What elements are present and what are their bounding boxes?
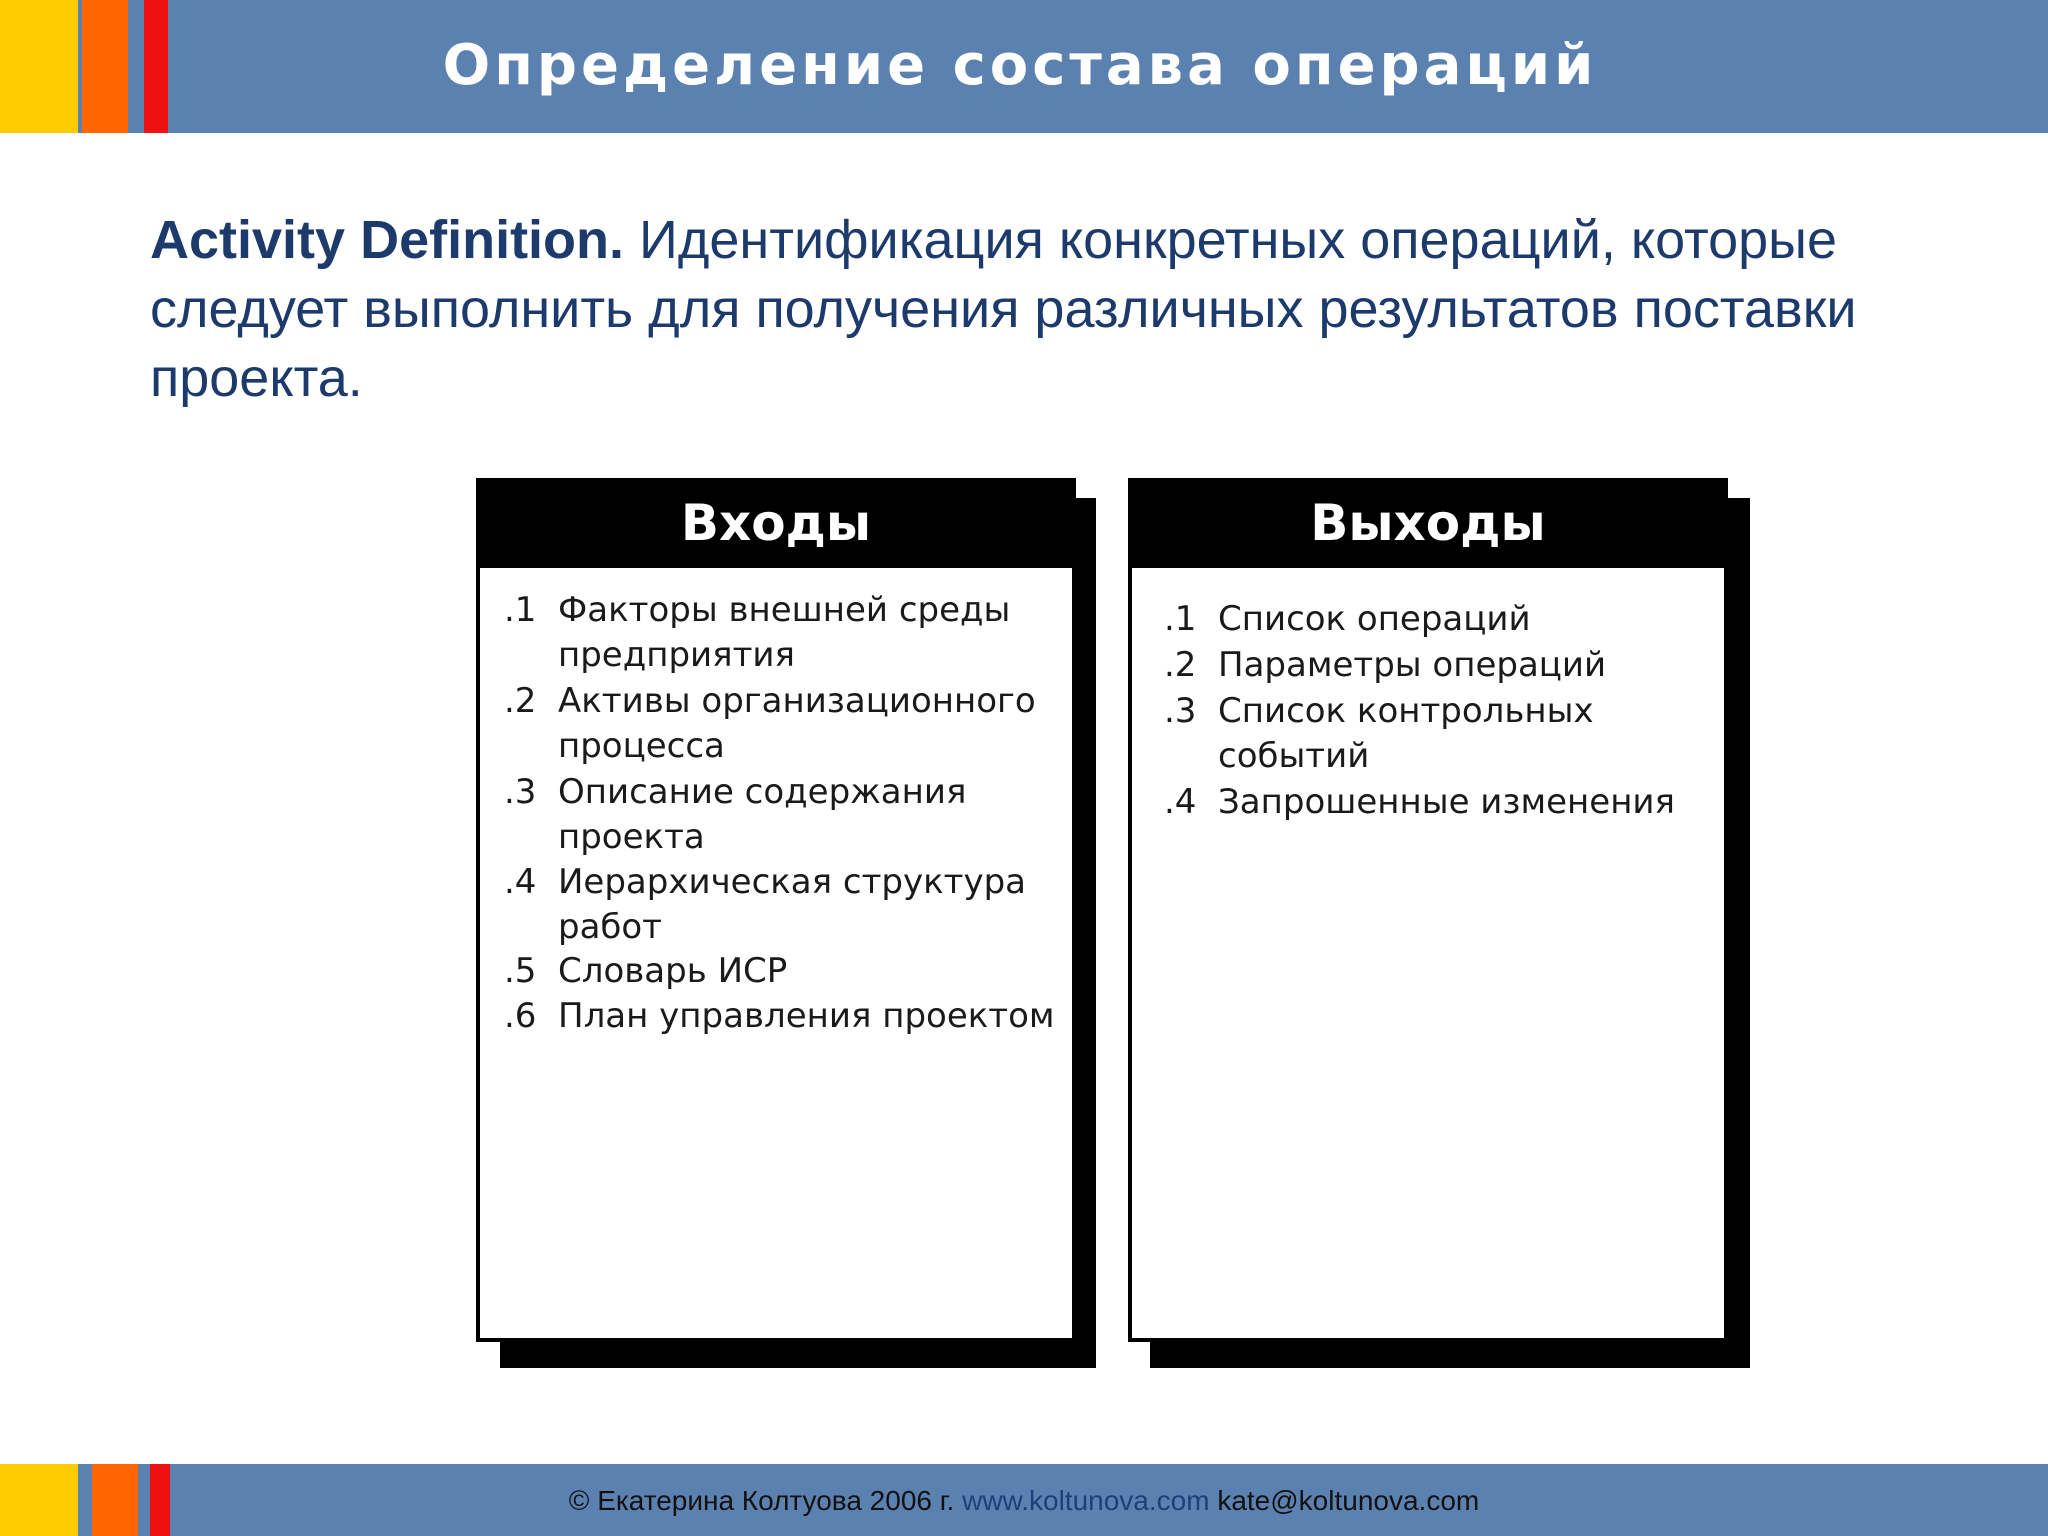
item-text: План управления проектом (558, 996, 1055, 1036)
item-number: .1 (504, 590, 537, 630)
intro-term: Activity Definition. (150, 210, 625, 270)
item-number: .6 (504, 996, 537, 1036)
outputs-header-notch (1730, 478, 1750, 498)
item-number: .4 (1164, 782, 1197, 822)
item-number: .5 (504, 951, 537, 991)
inputs-header-notch (1076, 478, 1096, 498)
stripe-orange (82, 0, 128, 133)
item-text: Список контрольных событий (1218, 691, 1594, 776)
item-text: Описание содержания проекта (558, 772, 967, 857)
item-number: .3 (1164, 691, 1197, 731)
item-number: .4 (504, 862, 537, 902)
item-text: Запрошенные изменения (1218, 782, 1675, 822)
inputs-header: Входы (476, 478, 1076, 568)
intro-text: Идентификация конкретных операций, которые следует выполнить для получения различных результатов поставки проекта. (150, 210, 1857, 408)
stripe-red (144, 0, 168, 133)
footer-email-link[interactable]: kate@koltunova.com (1217, 1485, 1480, 1516)
footer-website-link[interactable]: www.koltunova.com (962, 1485, 1210, 1516)
item-number: .2 (1164, 645, 1197, 685)
item-text: Параметры операций (1218, 645, 1607, 685)
item-text: Активы организационного процесса (558, 681, 1036, 766)
item-number: .1 (1164, 599, 1197, 639)
item-number: .2 (504, 681, 537, 721)
item-text: Список операций (1218, 599, 1531, 639)
item-text: Словарь ИСР (558, 951, 788, 991)
stripe-yellow (0, 0, 78, 133)
item-text: Иерархическая структура работ (558, 862, 1026, 947)
slide-title: Определение состава операций (442, 33, 1598, 98)
intro-paragraph (150, 206, 1990, 413)
outputs-header: Выходы (1128, 478, 1728, 568)
item-text: Факторы внешней среды предприятия (558, 590, 1011, 675)
item-number: .3 (504, 772, 537, 812)
footer-credits (0, 1484, 2048, 1518)
footer-copyright: © Екатерина Колтуова 2006 г. (568, 1485, 955, 1516)
